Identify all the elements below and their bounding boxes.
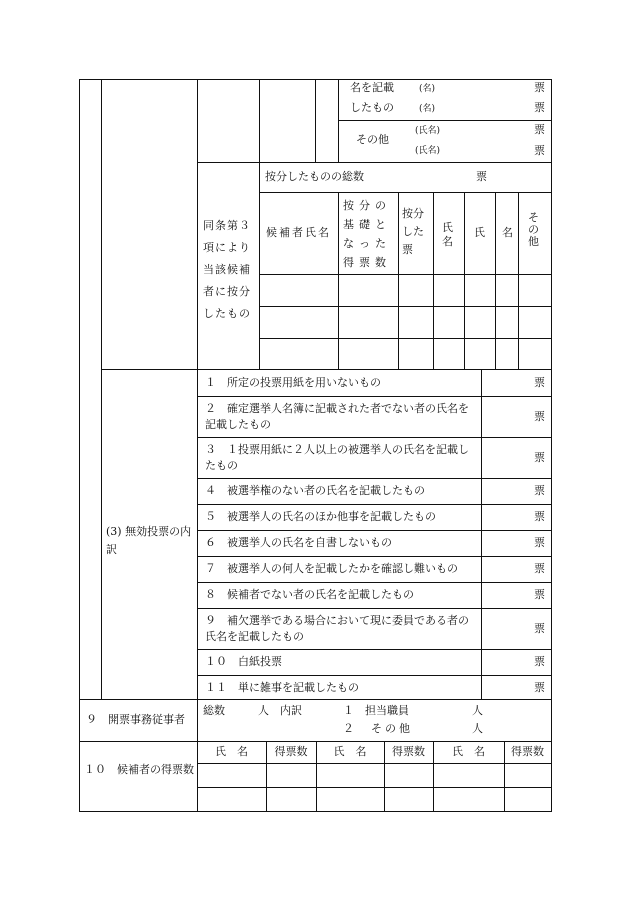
- paren-mei-1: (名): [419, 84, 436, 94]
- staff-item-2: ２ その他: [343, 722, 413, 735]
- invalid-item-10: １０ 白紙投票: [205, 655, 282, 668]
- votes-col-name-2: 氏 名: [333, 745, 367, 758]
- invalid-unit-9: 票: [534, 622, 545, 635]
- invalid-item-3: ３ １投票用紙に２人以上の被選挙人の氏名を記載したもの: [205, 443, 469, 472]
- col-mei: 名: [502, 226, 513, 239]
- invalid-unit-5: 票: [534, 510, 545, 523]
- anbun-total-label: 按分したものの総数: [265, 170, 364, 183]
- paren-shimei-1: (氏名): [415, 126, 441, 136]
- staff-total: 総数 人 内訳: [203, 704, 302, 717]
- unit-hyo-1: 票: [534, 81, 545, 94]
- unit-hyo-4: 票: [534, 144, 545, 157]
- paren-mei-2: (名): [419, 104, 436, 114]
- votes-label: １０ 候補者の得票数: [84, 763, 194, 776]
- paren-shimei-2: (氏名): [415, 146, 441, 156]
- col-candidate-name: 候補者氏名: [266, 226, 331, 239]
- invalid-unit-11: 票: [534, 681, 545, 694]
- invalid-item-2: ２ 確定選挙人名簿に記載された者でない者の氏名を記載したもの: [205, 402, 469, 431]
- votes-col-name-3: 氏 名: [452, 745, 485, 758]
- name-written-label-2: したもの: [350, 101, 394, 114]
- invalid-unit-7: 票: [534, 562, 545, 575]
- name-written-label: 名を記載: [350, 81, 394, 94]
- staff-unit-1: 人: [472, 704, 483, 717]
- col-basis-votes: 按分の基礎となった得票数: [343, 199, 391, 269]
- invalid-unit-3: 票: [534, 451, 545, 464]
- invalid-item-5: ５ 被選挙人の氏名のほか他事を記載したもの: [205, 510, 436, 523]
- votes-col-votes-1: 得票数: [274, 745, 308, 758]
- invalid-item-4: ４ 被選挙権のない者の氏名を記載したもの: [205, 484, 425, 497]
- invalid-section-label: (3) 無効投票の内訳: [106, 525, 192, 556]
- invalid-item-9: ９ 補欠選挙である場合において現に委員である者の氏名を記載したもの: [205, 614, 469, 643]
- invalid-item-7: ７ 被選挙人の何人を記載したかを確認し難いもの: [205, 562, 458, 575]
- votes-col-votes-3: 得票数: [511, 745, 544, 758]
- staff-item-1: １ 担当職員: [343, 704, 409, 717]
- votes-col-name-1: 氏 名: [215, 745, 248, 758]
- invalid-item-11: １１ 単に雑事を記載したもの: [205, 681, 359, 694]
- unit-hyo-2: 票: [534, 101, 545, 114]
- invalid-unit-8: 票: [534, 588, 545, 601]
- votes-col-votes-2: 得票数: [392, 745, 425, 758]
- staff-label: ９ 開票事務従事者: [86, 713, 185, 726]
- invalid-item-1: １ 所定の投票用紙を用いないもの: [205, 376, 381, 389]
- col-shi: 氏: [474, 226, 485, 239]
- anbun-section-label: 同条第３項により当該候補者に按分したもの: [203, 219, 251, 320]
- invalid-item-6: ６ 被選挙人の氏名を自書しないもの: [205, 536, 392, 549]
- invalid-unit-6: 票: [534, 536, 545, 549]
- unit-hyo-3: 票: [534, 123, 545, 136]
- invalid-unit-10: 票: [534, 655, 545, 668]
- col-other: その他: [528, 211, 539, 248]
- invalid-unit-2: 票: [534, 410, 545, 423]
- col-shimei: 氏名: [442, 221, 453, 248]
- invalid-unit-4: 票: [534, 484, 545, 497]
- anbun-total-unit: 票: [476, 170, 487, 183]
- invalid-unit-1: 票: [534, 376, 545, 389]
- staff-unit-2: 人: [472, 722, 483, 735]
- invalid-item-8: ８ 候補者でない者の氏名を記載したもの: [205, 588, 414, 601]
- col-ratio: 按分した票: [402, 207, 424, 256]
- sonota-label: その他: [356, 133, 389, 146]
